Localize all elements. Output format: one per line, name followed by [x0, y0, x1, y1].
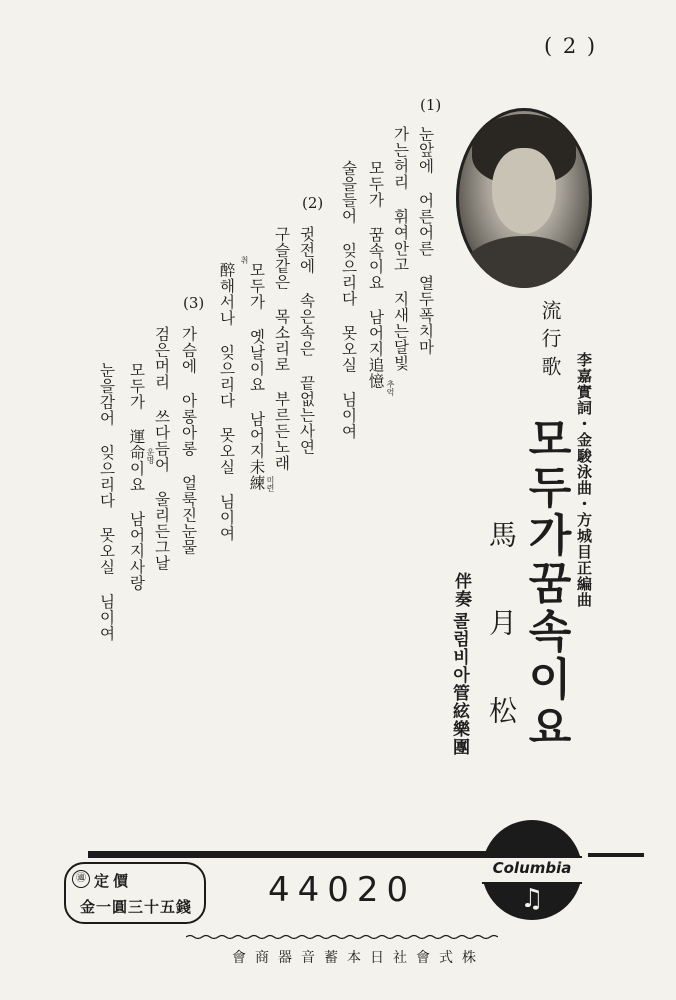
company-text: 會商器音蓄本日社會式株 [232, 950, 485, 966]
price-label: 定價 [94, 872, 133, 890]
verse-3-line-2: 검은머리 쓰다듬어 울리든그날 [152, 326, 171, 571]
verse-1-number: (1) [420, 96, 442, 114]
verse-3-line-1: 가슴에 아롱아롱 얼룩진눈물 [179, 326, 198, 555]
credits: 李嘉實詞・金駿泳曲・方城目正編曲 [575, 352, 593, 608]
verse-2-line-4: 醉해서나 잊으리다 못오실 님이여 [217, 262, 236, 542]
wavy-divider [186, 934, 498, 940]
verse-2-line-3: 모두가 옛날이요 남어지未練 [247, 262, 266, 491]
verse-3-line-4: 눈을감어 잊으리다 못오실 님이여 [97, 362, 116, 642]
verse-3-ruby: 운명 [146, 448, 155, 464]
logo-text: Columbia [492, 859, 572, 877]
divider-rule-end [588, 853, 644, 857]
page-number: ( 2 ) [544, 34, 598, 58]
verse-1-line-1: 눈앞에 어른어른 열두폭치마 [416, 126, 435, 355]
verse-1-line-4: 술을들어 잊으리다 못오실 님이여 [339, 160, 358, 440]
verse-2-line-2: 구슬같은 목소리로 부르든노래 [272, 226, 291, 471]
accompaniment-name: 콜럼비아管絃樂團 [449, 612, 469, 756]
verse-3-number: (3) [183, 294, 205, 312]
verse-1-ruby: 추억 [386, 380, 395, 396]
columbia-logo [482, 820, 582, 920]
singer-portrait [456, 108, 592, 288]
genre: 流行歌 [538, 300, 562, 384]
singer-name: 馬月松 [485, 520, 518, 784]
verse-3-line-3: 모두가 運命이요 남어지사랑 [127, 362, 146, 591]
verse-1-line-3: 모두가 꿈속이요 남어지追憶 [366, 160, 385, 389]
verse-1-line-2: 가는허리 휘여안고 지새는달빛 [391, 126, 410, 371]
company-name [232, 947, 485, 967]
song-title: 모두가꿈속이요 [520, 416, 571, 752]
portrait-face [492, 148, 556, 234]
verse-2-ruby: 미련 [266, 476, 275, 492]
verse-2-line-1: 귓전에 속은속은 끝없는사연 [297, 226, 316, 455]
verse-2-ruby-2: 취 [240, 256, 249, 264]
price-mark-icon: ㊜ [72, 870, 90, 888]
catalog-number: 44020 [268, 870, 417, 910]
price-value: 金一圓三十五錢 [80, 898, 193, 916]
price-box [64, 862, 206, 924]
music-note-icon: ♫ [520, 884, 544, 914]
verse-2-number: (2) [302, 194, 324, 212]
portrait-body [462, 236, 586, 288]
accompaniment-label: 伴奏 [451, 572, 471, 608]
